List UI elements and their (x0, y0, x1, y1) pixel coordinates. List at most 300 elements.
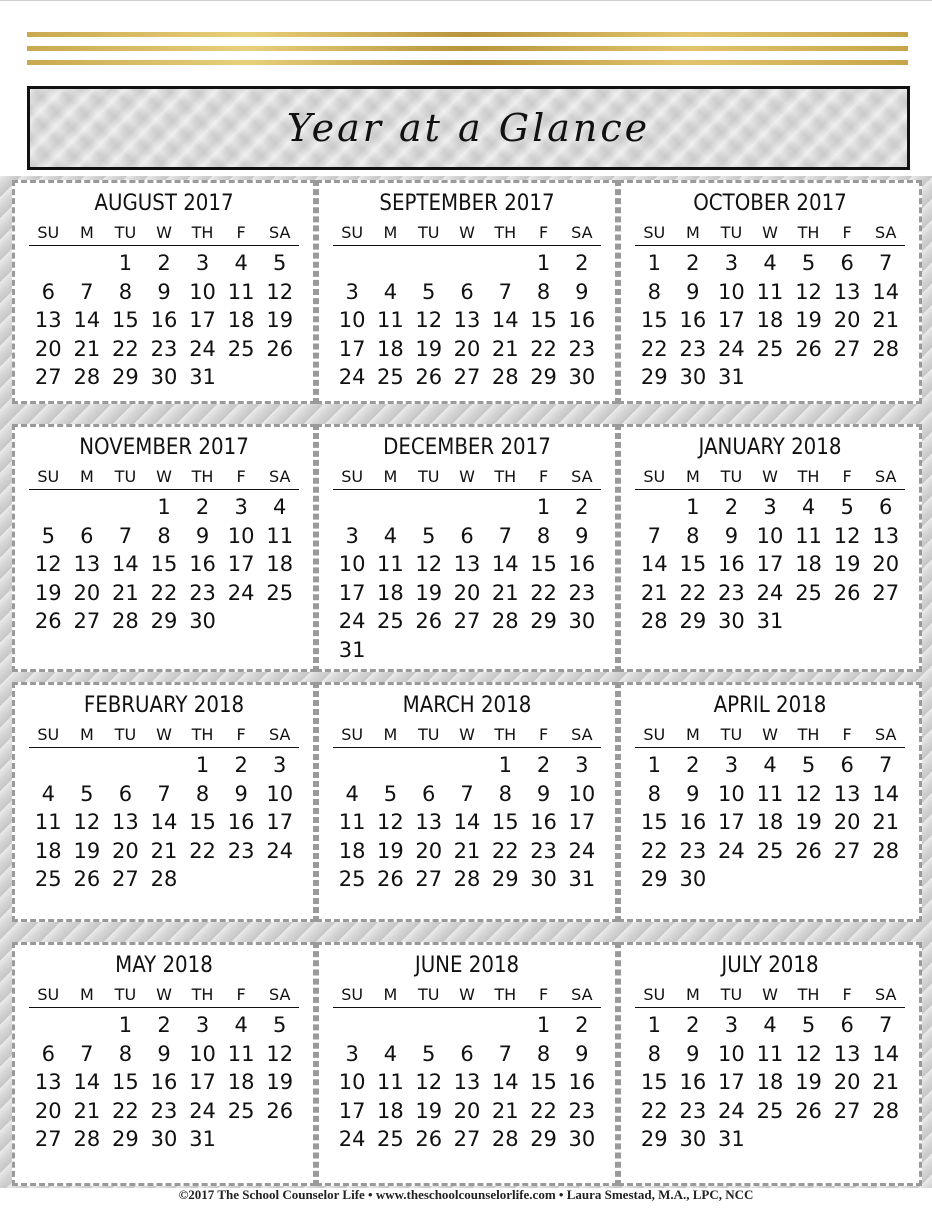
day-number: 11 (227, 279, 255, 304)
weekday-label: M (685, 467, 700, 486)
day-number: 23 (189, 580, 216, 605)
weekday-label: M (79, 985, 94, 1004)
day-number: 23 (679, 838, 707, 863)
day-number: 11 (227, 1041, 255, 1066)
day-number: 27 (34, 365, 62, 389)
day-number: 17 (338, 336, 366, 361)
weekday-label: M (685, 725, 700, 744)
weekday-label: W (156, 725, 172, 744)
day-number: 15 (112, 1070, 139, 1094)
weekday-label: F (538, 725, 549, 744)
day-number: 7 (157, 781, 171, 806)
day-number: 9 (157, 279, 171, 304)
day-number: 30 (530, 867, 557, 891)
day-number: 23 (227, 838, 255, 863)
day-number: 4 (383, 1041, 398, 1066)
day-number: 13 (34, 308, 62, 332)
day-number: 14 (112, 552, 139, 576)
day-number: 23 (568, 336, 596, 361)
day-number: 3 (724, 753, 739, 777)
day-number: 11 (756, 1041, 784, 1066)
day-number: 13 (453, 552, 481, 576)
day-number: 5 (840, 495, 854, 519)
day-number: 22 (640, 1098, 668, 1123)
day-number: 6 (460, 279, 474, 304)
day-number: 6 (80, 523, 94, 548)
weekday-label: TH (494, 725, 517, 744)
day-number: 11 (338, 810, 366, 834)
day-number: 3 (273, 753, 287, 777)
day-number: 8 (157, 523, 171, 548)
day-number: 4 (383, 523, 398, 548)
day-number: 14 (872, 781, 900, 806)
day-number: 27 (833, 1098, 861, 1123)
weekday-label: M (79, 725, 94, 744)
day-number: 22 (112, 1098, 139, 1123)
day-number: 20 (34, 1098, 62, 1123)
day-number: 8 (647, 279, 661, 304)
day-number: 12 (415, 552, 443, 576)
weekday-header (635, 985, 905, 1008)
month-calendar (12, 682, 316, 922)
day-number: 29 (640, 867, 668, 891)
day-number: 28 (640, 609, 668, 633)
day-number: 14 (640, 552, 668, 576)
weekday-label: W (156, 223, 172, 242)
day-number: 10 (756, 523, 784, 548)
day-number: 15 (189, 810, 216, 834)
day-number: 24 (718, 838, 745, 863)
day-number: 6 (460, 1041, 474, 1066)
day-number: 13 (833, 1041, 861, 1066)
day-number: 29 (640, 1127, 668, 1151)
footer-credits: ©2017 The School Counselor Life • www.theschoolcounselorlife.com • Laura Smestad, M.A., LPC, NCC (178, 1187, 754, 1202)
month-calendar (12, 424, 316, 672)
weekday-label: TU (417, 725, 440, 744)
day-number: 26 (266, 1098, 294, 1123)
day-number: 26 (795, 1098, 822, 1123)
day-number: 20 (833, 1070, 861, 1094)
day-number: 18 (266, 552, 294, 576)
day-number: 20 (872, 552, 900, 576)
day-number: 20 (73, 580, 101, 605)
day-number: 3 (195, 251, 210, 275)
day-number: 2 (575, 495, 589, 519)
day-number: 12 (833, 523, 861, 548)
day-number: 2 (575, 1013, 589, 1037)
day-number: 6 (840, 1013, 854, 1037)
weekday-header (333, 985, 601, 1008)
day-number: 28 (491, 365, 519, 389)
calendar-grid (0, 176, 932, 1188)
weekday-label: W (459, 467, 475, 486)
day-number: 28 (73, 365, 101, 389)
day-number: 16 (679, 308, 707, 332)
day-number: 22 (640, 336, 668, 361)
weekday-label: M (383, 467, 398, 486)
weekday-label: TU (114, 223, 137, 242)
day-number: 16 (679, 1070, 707, 1094)
weekday-label: SA (571, 223, 593, 242)
weekday-label: TU (114, 985, 137, 1004)
day-number: 30 (718, 609, 745, 633)
day-number: 7 (879, 1013, 893, 1037)
day-number: 19 (415, 336, 443, 361)
day-number: 22 (530, 580, 557, 605)
day-number: 24 (718, 1098, 745, 1123)
day-number: 2 (686, 251, 700, 275)
day-number: 28 (872, 838, 900, 863)
day-number: 17 (718, 1070, 745, 1094)
weekday-label: TH (191, 725, 214, 744)
day-number: 2 (724, 495, 739, 519)
day-number: 13 (453, 308, 481, 332)
weekday-header (29, 985, 299, 1008)
weekday-label: SU (341, 467, 364, 486)
day-number: 16 (150, 1070, 178, 1094)
day-number: 17 (266, 810, 294, 834)
day-number: 30 (568, 609, 596, 633)
weekday-label: M (383, 725, 398, 744)
day-number: 21 (491, 1098, 519, 1123)
day-number: 23 (679, 1098, 707, 1123)
day-number: 20 (453, 580, 481, 605)
month-calendar (316, 942, 618, 1186)
day-number: 23 (568, 1098, 596, 1123)
weekday-label: SU (341, 223, 364, 242)
day-number: 2 (575, 251, 589, 275)
weekday-label: F (236, 985, 246, 1004)
day-number: 11 (377, 552, 404, 576)
day-number: 27 (872, 580, 900, 605)
day-number: 26 (266, 336, 294, 361)
day-number: 10 (227, 523, 255, 548)
day-number: 7 (80, 1041, 94, 1066)
day-number: 25 (756, 838, 784, 863)
day-number: 3 (234, 495, 248, 519)
day-number: 14 (150, 810, 178, 834)
day-number: 6 (840, 251, 854, 275)
day-number: 21 (112, 580, 139, 605)
weekday-label: M (79, 467, 94, 486)
day-number: 1 (118, 1013, 133, 1037)
weekday-label: SA (875, 725, 897, 744)
weekday-label: SA (269, 725, 291, 744)
day-number: 29 (530, 365, 557, 389)
day-number: 26 (415, 1127, 443, 1151)
day-number: 19 (266, 308, 294, 332)
day-number: 30 (679, 365, 707, 389)
day-number: 31 (189, 1127, 216, 1151)
day-number: 3 (724, 1013, 739, 1037)
day-number: 16 (568, 1070, 596, 1094)
day-number: 28 (491, 609, 519, 633)
day-number: 18 (377, 580, 404, 605)
day-number: 24 (756, 580, 784, 605)
gold-stripes-decoration (27, 32, 908, 66)
day-number: 8 (647, 781, 661, 806)
day-number: 9 (157, 1041, 171, 1066)
day-number: 12 (34, 552, 62, 576)
day-number: 30 (568, 1127, 596, 1151)
month-calendar (316, 180, 618, 404)
day-number: 18 (377, 1098, 404, 1123)
gold-stripe (27, 32, 908, 37)
weekday-label: W (459, 223, 475, 242)
day-number: 31 (189, 365, 216, 389)
day-number: 10 (338, 552, 366, 576)
weekday-label: TH (797, 467, 820, 486)
day-number: 22 (150, 580, 178, 605)
weekday-label: SA (875, 985, 897, 1004)
weekday-label: M (383, 223, 398, 242)
weekday-header (635, 467, 905, 490)
weekday-label: TU (720, 223, 743, 242)
weekday-label: SU (643, 725, 666, 744)
day-number: 17 (189, 1070, 216, 1094)
day-number: 18 (34, 838, 62, 863)
day-number: 10 (189, 279, 216, 304)
day-number: 19 (266, 1070, 294, 1094)
day-number: 25 (338, 867, 366, 891)
day-number: 13 (73, 552, 101, 576)
day-number: 17 (338, 580, 366, 605)
day-number: 2 (536, 753, 551, 777)
month-title: JANUARY 2018 (698, 435, 842, 460)
day-number: 15 (640, 1070, 668, 1094)
day-number: 26 (415, 365, 443, 389)
day-number: 2 (157, 251, 171, 275)
day-number: 13 (34, 1070, 62, 1094)
day-number: 9 (575, 1041, 589, 1066)
weekday-label: F (842, 985, 852, 1004)
month-calendar (316, 682, 618, 922)
day-number: 15 (150, 552, 178, 576)
day-number: 20 (112, 838, 139, 863)
day-number: 8 (536, 279, 551, 304)
day-number: 1 (686, 495, 700, 519)
day-number: 14 (872, 279, 900, 304)
weekday-label: F (236, 467, 246, 486)
day-number: 10 (568, 781, 596, 806)
weekday-label: SU (341, 725, 364, 744)
day-number: 3 (345, 1041, 359, 1066)
title-banner (27, 86, 910, 170)
day-number: 9 (724, 523, 739, 548)
day-number: 9 (575, 523, 589, 548)
weekday-label: SA (571, 985, 593, 1004)
month-title: DECEMBER 2017 (383, 435, 551, 460)
day-number: 22 (189, 838, 216, 863)
day-number: 14 (491, 552, 519, 576)
day-number: 25 (266, 580, 294, 605)
day-number: 1 (536, 495, 551, 519)
weekday-label: SA (269, 467, 291, 486)
day-number: 23 (530, 838, 557, 863)
weekday-label: SA (269, 985, 291, 1004)
day-number: 25 (227, 1098, 255, 1123)
day-number: 14 (453, 810, 481, 834)
day-number: 16 (568, 308, 596, 332)
day-number: 27 (833, 838, 861, 863)
day-number: 12 (795, 279, 822, 304)
day-number: 17 (189, 308, 216, 332)
day-number: 26 (795, 336, 822, 361)
day-number: 28 (453, 867, 481, 891)
day-number: 17 (718, 810, 745, 834)
day-number: 7 (460, 781, 474, 806)
weekday-label: SA (875, 467, 897, 486)
day-number: 4 (763, 753, 777, 777)
weekday-label: F (538, 467, 549, 486)
day-number: 4 (273, 495, 287, 519)
day-number: 16 (679, 810, 707, 834)
day-number: 8 (536, 1041, 551, 1066)
day-number: 1 (536, 251, 551, 275)
weekday-label: W (156, 467, 172, 486)
day-number: 30 (189, 609, 216, 633)
day-number: 5 (801, 251, 816, 275)
day-number: 7 (118, 523, 133, 548)
day-number: 8 (647, 1041, 661, 1066)
day-number: 15 (491, 810, 519, 834)
day-number: 4 (234, 1013, 248, 1037)
day-number: 27 (833, 336, 861, 361)
day-number: 16 (227, 810, 255, 834)
day-number: 6 (460, 523, 474, 548)
day-number: 6 (41, 1041, 55, 1066)
day-number: 5 (422, 1041, 436, 1066)
day-number: 6 (41, 279, 55, 304)
day-number: 5 (801, 1013, 816, 1037)
weekday-header (333, 223, 601, 246)
day-number: 23 (679, 336, 707, 361)
day-number: 19 (795, 810, 822, 834)
day-number: 23 (568, 580, 596, 605)
weekday-label: TH (797, 223, 820, 242)
weekday-label: TU (114, 467, 137, 486)
day-number: 12 (415, 308, 443, 332)
day-number: 15 (530, 1070, 557, 1094)
day-number: 24 (338, 365, 366, 389)
day-number: 25 (377, 1127, 404, 1151)
day-number: 3 (345, 523, 359, 548)
weekday-label: TH (494, 985, 517, 1004)
weekday-label: W (762, 985, 778, 1004)
weekday-label: TH (191, 467, 214, 486)
weekday-label: F (538, 985, 549, 1004)
gold-stripe (27, 46, 908, 51)
day-number: 1 (118, 251, 133, 275)
month-calendar (12, 942, 316, 1186)
day-number: 5 (41, 523, 55, 548)
day-number: 4 (383, 279, 398, 304)
weekday-header (29, 223, 299, 246)
day-number: 7 (498, 279, 512, 304)
day-number: 24 (266, 838, 294, 863)
day-number: 2 (686, 753, 700, 777)
day-number: 11 (34, 810, 62, 834)
day-number: 29 (112, 365, 139, 389)
day-number: 2 (686, 1013, 700, 1037)
day-number: 26 (833, 580, 861, 605)
day-number: 25 (795, 580, 822, 605)
weekday-label: SA (571, 725, 593, 744)
weekday-header (333, 467, 601, 490)
day-number: 12 (73, 810, 101, 834)
day-number: 16 (150, 308, 178, 332)
day-number: 27 (415, 867, 443, 891)
day-number: 11 (795, 523, 822, 548)
day-number: 18 (227, 1070, 255, 1094)
weekday-label: W (156, 985, 172, 1004)
weekday-label: TH (191, 223, 214, 242)
day-number: 30 (679, 1127, 707, 1151)
weekday-label: TH (797, 985, 820, 1004)
month-title: APRIL 2018 (713, 693, 827, 718)
page-title: Year at a Glance (286, 106, 651, 150)
day-number: 10 (266, 781, 294, 806)
day-number: 19 (833, 552, 861, 576)
day-number: 29 (150, 609, 178, 633)
month-calendar (316, 424, 618, 672)
weekday-label: SA (875, 223, 897, 242)
day-number: 22 (679, 580, 707, 605)
month-title: MARCH 2018 (402, 693, 532, 718)
day-number: 31 (756, 609, 784, 633)
day-number: 31 (568, 867, 596, 891)
day-number: 20 (415, 838, 443, 863)
day-number: 20 (833, 810, 861, 834)
weekday-label: SU (37, 725, 60, 744)
month-calendar (618, 942, 922, 1186)
day-number: 8 (118, 1041, 133, 1066)
day-number: 28 (872, 336, 900, 361)
weekday-label: TU (417, 467, 440, 486)
day-number: 7 (879, 251, 893, 275)
day-number: 27 (73, 609, 101, 633)
weekday-label: TU (720, 985, 743, 1004)
month-title: NOVEMBER 2017 (79, 435, 249, 460)
day-number: 28 (491, 1127, 519, 1151)
day-number: 10 (189, 1041, 216, 1066)
day-number: 19 (795, 1070, 822, 1094)
day-number: 7 (498, 523, 512, 548)
day-number: 10 (718, 279, 745, 304)
day-number: 16 (718, 552, 745, 576)
day-number: 20 (453, 1098, 481, 1123)
day-number: 23 (718, 580, 745, 605)
day-number: 20 (453, 336, 481, 361)
day-number: 21 (491, 336, 519, 361)
day-number: 25 (756, 1098, 784, 1123)
month-title: JUNE 2018 (414, 953, 520, 978)
day-number: 1 (647, 753, 661, 777)
day-number: 26 (377, 867, 404, 891)
month-title: MAY 2018 (115, 953, 213, 978)
day-number: 29 (640, 365, 668, 389)
weekday-label: SU (37, 223, 60, 242)
day-number: 27 (453, 1127, 481, 1151)
weekday-label: F (236, 223, 246, 242)
day-number: 5 (383, 781, 398, 806)
day-number: 1 (498, 753, 512, 777)
day-number: 9 (686, 1041, 700, 1066)
day-number: 8 (118, 279, 133, 304)
day-number: 13 (833, 781, 861, 806)
day-number: 27 (112, 867, 139, 891)
day-number: 24 (568, 838, 596, 863)
